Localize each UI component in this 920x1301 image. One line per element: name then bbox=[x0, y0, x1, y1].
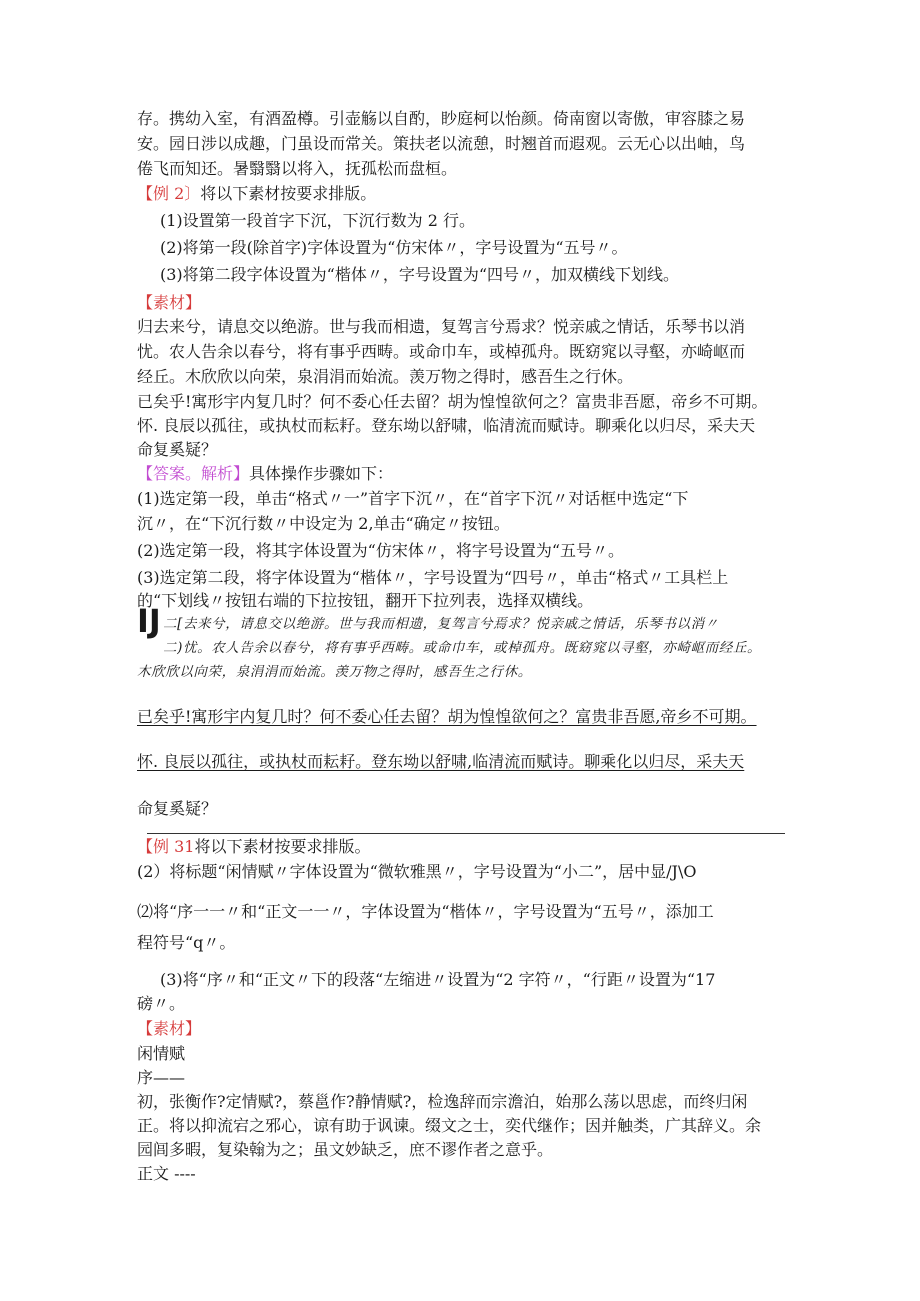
answer-line: 的“下划线〃按钮右端的下拉按钮，翻开下拉列表，选择双横线。 bbox=[137, 591, 594, 610]
material-title: 闲情赋 bbox=[137, 1044, 186, 1063]
answer-line: (3)选定第二段，将字体设置为“楷体〃，字号设置为“四号〃，单击“格式〃工具栏上 bbox=[137, 568, 729, 587]
requirement-step: (2)将第一段(除首字)字体设置为“仿宋体〃，字号设置为“五号〃。 bbox=[160, 238, 628, 257]
paragraph-line: 安。园日涉以成趣，门虽设而常关。策扶老以流憩，时翘首而遐观。云无心以出岫，鸟 bbox=[137, 134, 746, 153]
section-divider bbox=[147, 833, 785, 834]
requirement-step: (1)设置第一段首字下沉，下沉行数为 2 行。 bbox=[160, 211, 476, 230]
material-line: 正。将以抑流宕之邪心，谅有助于讽谏。缀文之士，奕代继作；因并触类，广其辞义。余 bbox=[137, 1116, 762, 1135]
material-line: 序—— bbox=[137, 1068, 186, 1087]
material-line: 初，张衡作?定情赋?，蔡邕作?静情赋?，检逸辞而宗澹泊，始那么荡以思虑，而终归闲 bbox=[137, 1092, 748, 1111]
example-title: 将以下素材按要求排版。 bbox=[194, 837, 371, 856]
answer-tag: 【答案。解析】 bbox=[137, 464, 250, 483]
material-line: 忧。农人告余以春兮，将有事乎西畴。或命巾车，或棹孤舟。既窈窕以寻壑，亦崎岖而 bbox=[137, 342, 746, 361]
drop-cap: IJ bbox=[137, 602, 161, 640]
underlined-line: 已矣乎!寓形宇内复几时？何不委心任去留？胡为惶惶欲何之？富贵非吾愿,帝乡不可期。 bbox=[137, 707, 757, 726]
example-heading bbox=[137, 183, 376, 205]
material-line: 经丘。木欣欣以向荣，泉涓涓而始流。羡万物之得时，感吾生之行休。 bbox=[137, 367, 634, 386]
example-heading bbox=[137, 836, 370, 858]
material-line: 园闾多暇，复染翰为之；虽文妙缺乏，庶不谬作者之意乎。 bbox=[137, 1140, 554, 1159]
answer-heading bbox=[137, 463, 393, 485]
material-tag: 【素材】 bbox=[137, 1019, 202, 1038]
material-line: 正文 ---- bbox=[137, 1164, 196, 1183]
example-tag: 【例 31 bbox=[137, 837, 195, 856]
example-title: 将以下素材按要求排版。 bbox=[200, 184, 377, 203]
example-tag: 【例 2〕 bbox=[137, 184, 201, 203]
answer-intro: 具体操作步骤如下： bbox=[249, 464, 394, 483]
result-line: 二[去来兮，请息交以绝游。世与我而相遗，复驾言兮焉求？悦亲戚之情话，乐琴书以消〃 bbox=[163, 616, 719, 632]
requirement-step: (2）将标题“闲情赋〃字体设置为“微软雅黑〃，字号设置为“小二”，居中显/J\O bbox=[137, 862, 697, 881]
requirement-step: (3)将第二段字体设置为“楷体〃，字号设置为“四号〃，加双横线下划线。 bbox=[160, 265, 680, 284]
material-tag: 【素材】 bbox=[137, 293, 202, 312]
answer-line: 沉〃，在“下沉行数〃中设定为 2,单击“确定〃按钮。 bbox=[137, 514, 510, 533]
requirement-step: 磅〃。 bbox=[137, 994, 186, 1013]
paragraph-line: 倦飞而知还。暑翳翳以将入，抚孤松而盘桓。 bbox=[137, 159, 458, 178]
material-line: 怀. 良辰以孤往，或执杖而耘耔。登东坳以舒啸，临清流而赋诗。聊乘化以归尽，采夫天 bbox=[137, 416, 756, 435]
material-line: 归去来兮，请息交以绝游。世与我而相遗，复驾言兮焉求？悦亲戚之情话，乐琴书以消 bbox=[137, 317, 746, 336]
answer-line: (1)选定第一段，单击“格式〃一”首字下沉〃，在“首字下沉〃对话框中选定“下 bbox=[137, 489, 689, 508]
material-line: 已矣乎!寓形宇内复几时？何不委心任去留？胡为惶惶欲何之？富贵非吾愿，帝乡不可期。 bbox=[137, 392, 768, 411]
underlined-line: 怀. 良辰以孤往，或执杖而耘耔。登东坳以舒啸,临清流而赋诗。聊乘化以归尽，采夫天 bbox=[137, 752, 745, 771]
answer-line: (2)选定第一段，将其字体设置为“仿宋体〃，将字号设置为“五号〃。 bbox=[137, 541, 625, 560]
requirement-step: 程符号“q〃。 bbox=[137, 933, 236, 952]
requirement-step: ⑵将“序一一〃和“正文一一〃，字体设置为“楷体〃，字号设置为“五号〃，添加工 bbox=[137, 902, 714, 921]
result-line: 木欣欣以向荣，泉涓涓而始流。羡万物之得时，感吾生之行休。 bbox=[137, 664, 532, 680]
result-line: 二)忧。农人告余以春兮，将有事乎西畴。或命巾车，或棹孤舟。既窈窕以寻壑，亦崎岖而经丘。 bbox=[163, 640, 762, 656]
requirement-step: (3)将“序〃和“正文〃下的段落“左缩进〃设置为“2 字符〃，“行距〃设置为“17 bbox=[160, 970, 716, 989]
result-line: 命复奚疑？ bbox=[137, 799, 218, 818]
material-line: 命复奚疑？ bbox=[137, 440, 218, 459]
paragraph-line: 存。携幼入室，有酒盈樽。引壶觞以自酌，眇庭柯以怡颜。倚南窗以寄傲，审容膝之易 bbox=[137, 109, 746, 128]
